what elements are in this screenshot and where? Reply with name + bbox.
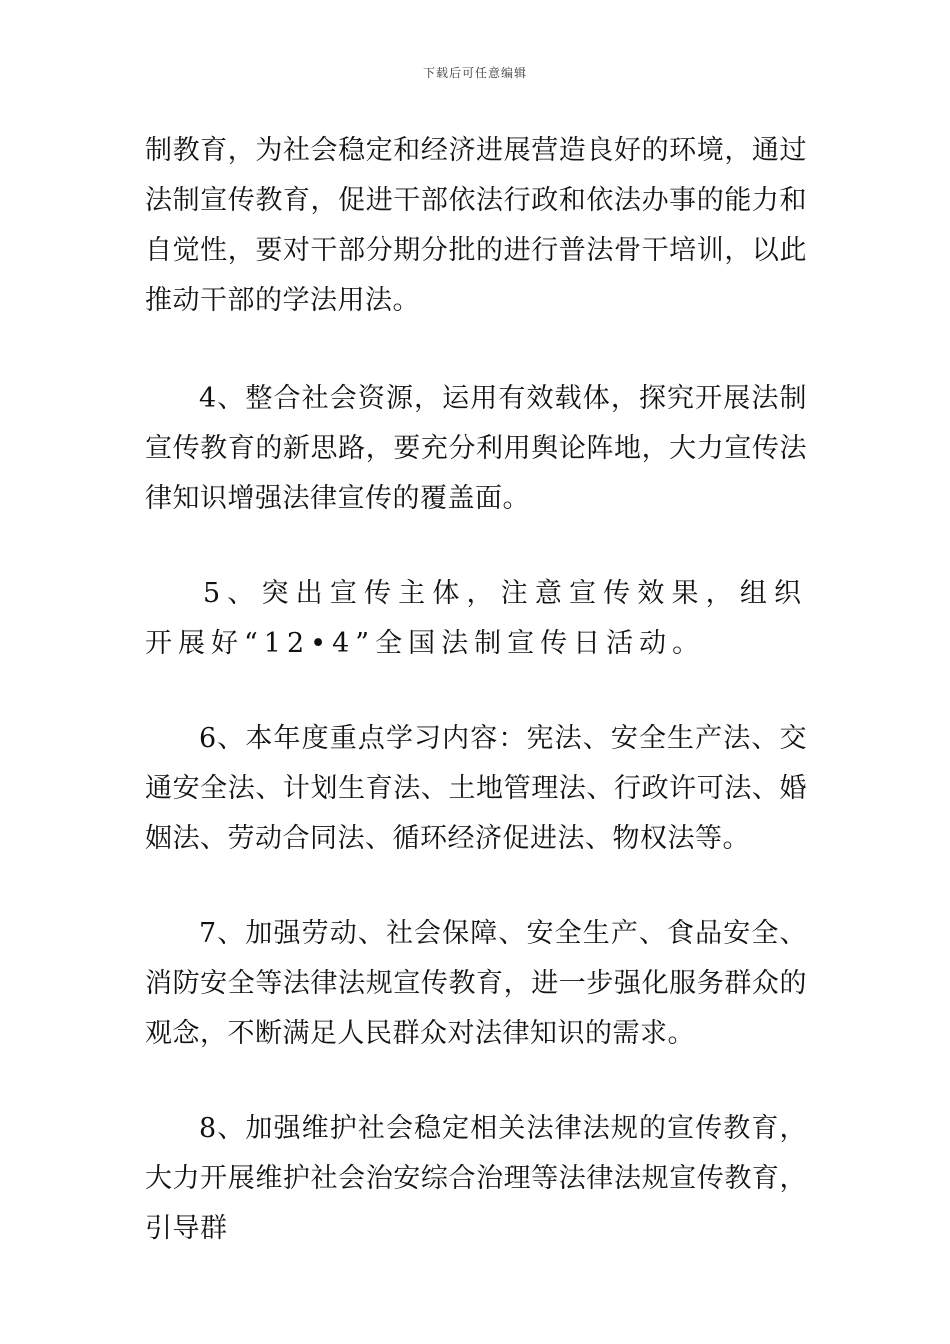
paragraph-continued: 制教育，为社会稳定和经济进展营造良好的环境，通过法制宣传教育，促进干部依法行政和依法办事的能力和自觉性，要对干部分期分批的进行普法骨干培训，以此推动干部的学法用法。 bbox=[145, 135, 807, 316]
page-header-note: 下载后可任意编辑 bbox=[422, 66, 527, 80]
paragraph-item-4: 4、整合社会资源，运用有效载体，探究开展法制宣传教育的新思路，要充分利用舆论阵地，大力宣传法律知识增强法律宣传的覆盖面。 bbox=[145, 383, 807, 514]
paragraph-item-7: 7、加强劳动、社会保障、安全生产、食品安全、消防安全等法律法规宣传教育，进一步强化服务群众的观念，不断满足人民群众对法律知识的需求。 bbox=[145, 918, 807, 1049]
paragraph-item-6: 6、本年度重点学习内容：宪法、安全生产法、交通安全法、计划生育法、土地管理法、行政许可法、婚姻法、劳动合同法、循环经济促进法、物权法等。 bbox=[145, 723, 807, 854]
paragraph-item-5: 5、突出宣传主体，注意宣传效果，组织开展好“12•4”全国法制宣传日活动。 bbox=[145, 578, 807, 659]
paragraph-item-8: 8、加强维护社会稳定相关法律法规的宣传教育，大力开展维护社会治安综合治理等法律法规宣传教育，引导群 bbox=[145, 1113, 807, 1244]
document-body bbox=[145, 126, 807, 1254]
